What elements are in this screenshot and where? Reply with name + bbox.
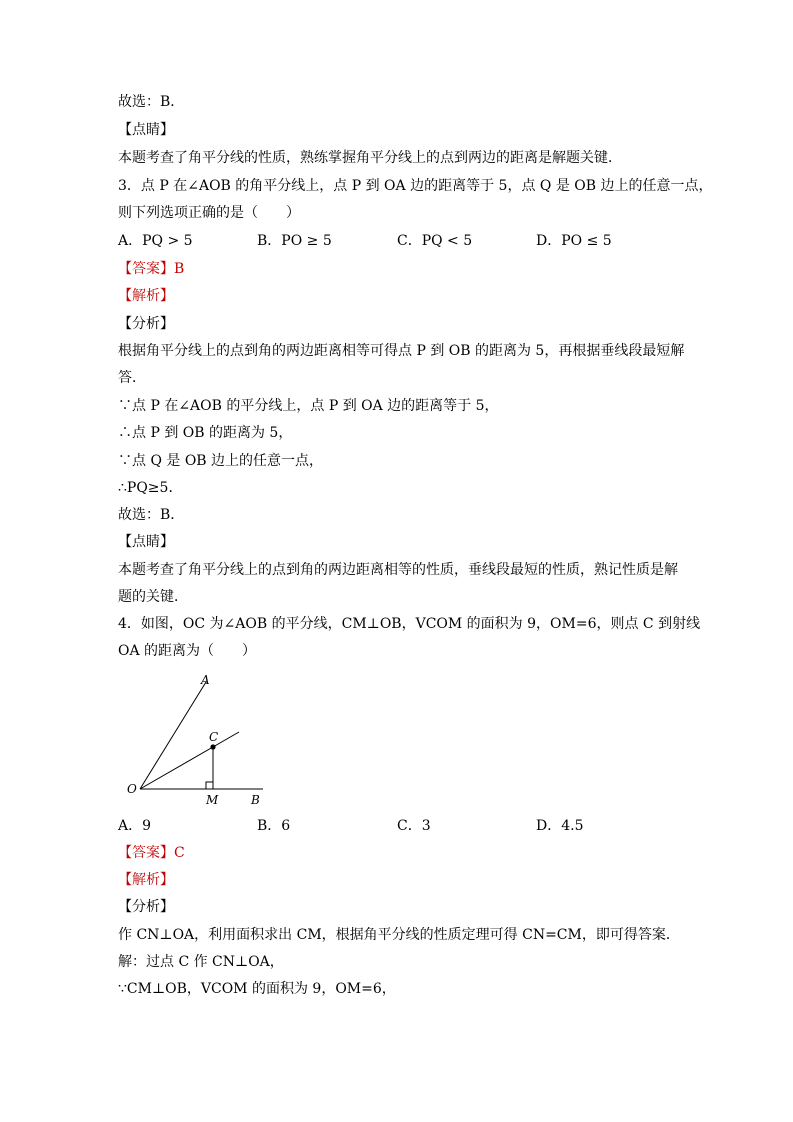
question-3: 3．点 P 在∠AOB 的角平分线上，点 P 到 OA 边的距离等于 5，点 Q 是 OB 边上的任意一点， bbox=[118, 178, 713, 194]
angle-bisector-figure bbox=[120, 668, 280, 810]
q4-option-d: D．4.5 bbox=[536, 818, 584, 834]
text-line: ∵点 Q 是 OB 边上的任意一点， bbox=[118, 453, 324, 469]
label-a: A bbox=[201, 673, 210, 687]
text-line: 答． bbox=[118, 370, 146, 386]
ray-oc bbox=[140, 732, 239, 789]
text-line: OA 的距离为（ ） bbox=[118, 643, 257, 659]
section-heading: 【点睛】 bbox=[118, 122, 174, 138]
text-line: 题的关键． bbox=[118, 589, 188, 605]
q3-option-b: B．PO ≥ 5 bbox=[257, 233, 332, 249]
q3-option-c: C．PQ < 5 bbox=[397, 233, 473, 249]
text-line: ∵CM⊥OB，VCOM 的面积为 9，OM=6， bbox=[118, 981, 396, 997]
section-heading: 【点睛】 bbox=[118, 534, 174, 550]
answer-label: 【答案】C bbox=[118, 845, 185, 861]
q3-option-a: A．PQ > 5 bbox=[118, 233, 193, 249]
text-line: 则下列选项正确的是（ ） bbox=[118, 205, 300, 221]
label-b: B bbox=[251, 793, 260, 807]
question-4: 4．如图，OC 为∠AOB 的平分线，CM⊥OB，VCOM 的面积为 9，OM=6，则点 C 到射线 bbox=[118, 616, 701, 632]
section-heading: 【分析】 bbox=[118, 899, 174, 915]
label-m: M bbox=[206, 793, 219, 807]
section-heading: 【分析】 bbox=[118, 316, 174, 332]
text-line: ∴点 P 到 OB 的距离为 5， bbox=[118, 425, 293, 441]
ray-oa bbox=[140, 682, 206, 789]
text-line: 故选：B． bbox=[118, 507, 185, 523]
text-line: 根据角平分线上的点到角的两边距离相等可得点 P 到 OB 的距离为 5，再根据垂线段最短解 bbox=[118, 343, 685, 359]
label-c: C bbox=[209, 730, 219, 744]
q4-option-a: A．9 bbox=[118, 818, 152, 834]
text-line: 作 CN⊥OA，利用面积求出 CM，根据角平分线的性质定理可得 CN=CM，即可得答案． bbox=[118, 927, 680, 943]
analysis-label: 【解析】 bbox=[118, 288, 174, 304]
text-line: 本题考查了角平分线上的点到角的两边距离相等的性质，垂线段最短的性质，熟记性质是解 bbox=[118, 562, 678, 578]
right-angle-mark bbox=[206, 782, 213, 789]
point-c bbox=[210, 744, 215, 749]
q4-option-b: B．6 bbox=[257, 818, 291, 834]
text-line: 解：过点 C 作 CN⊥OA， bbox=[118, 954, 284, 970]
text-line: ∴PQ≥5． bbox=[118, 480, 183, 496]
q4-option-c: C．3 bbox=[397, 818, 431, 834]
answer-label: 【答案】B bbox=[118, 261, 185, 277]
text-line: 故选：B． bbox=[118, 94, 185, 110]
label-o: O bbox=[127, 782, 137, 796]
text-line: 本题考查了角平分线的性质，熟练掌握角平分线上的点到两边的距离是解题关键． bbox=[118, 150, 622, 166]
analysis-label: 【解析】 bbox=[118, 872, 174, 888]
q3-option-d: D．PO ≤ 5 bbox=[536, 233, 612, 249]
text-line: ∵点 P 在∠AOB 的平分线上，点 P 到 OA 边的距离等于 5， bbox=[118, 398, 499, 414]
